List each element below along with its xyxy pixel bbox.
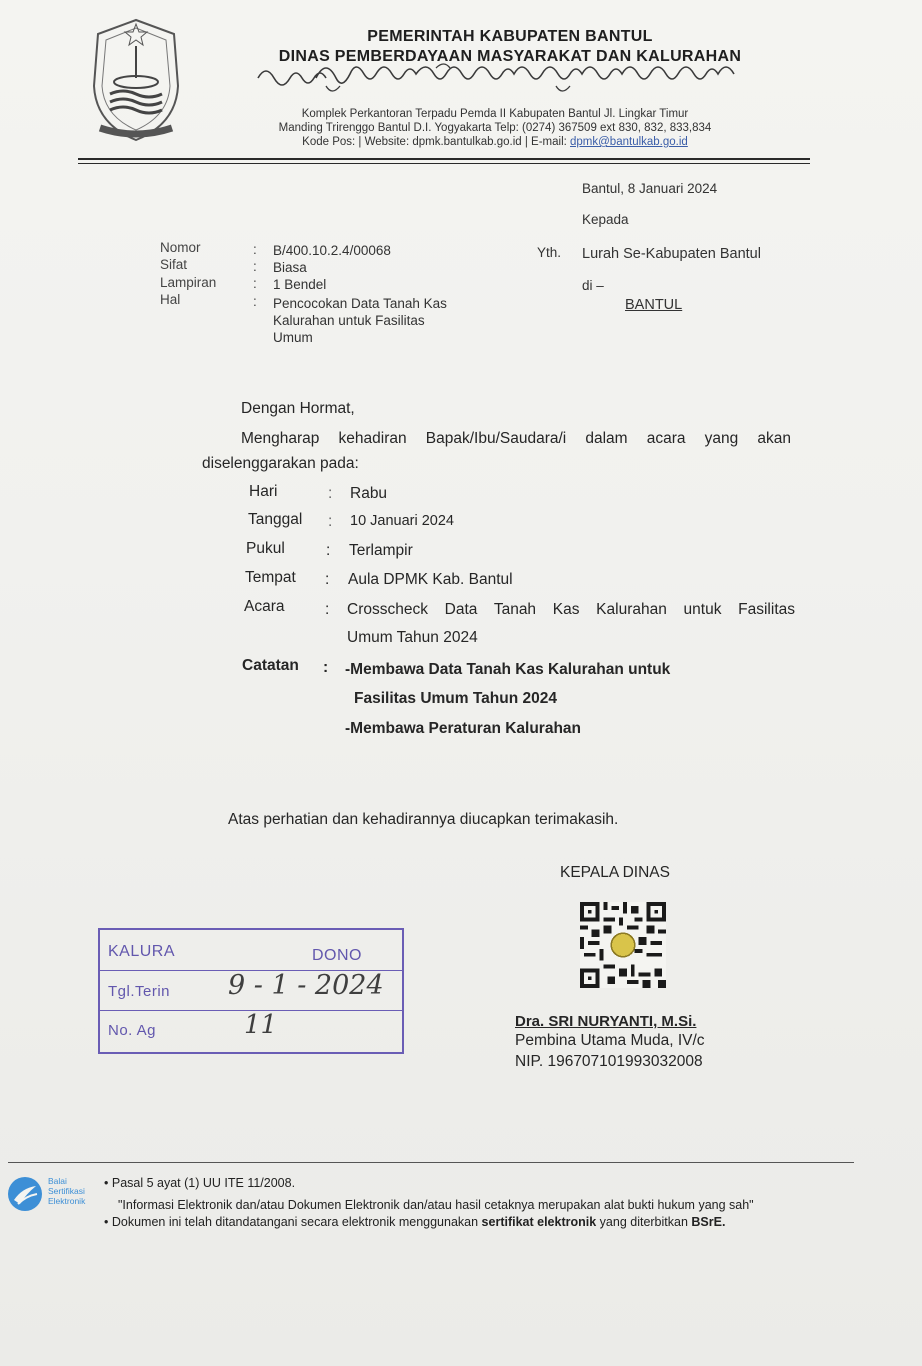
tempat-label: Tempat bbox=[245, 569, 296, 586]
javanese-script-line bbox=[256, 56, 756, 107]
footer-bold-2: BSrE. bbox=[691, 1215, 726, 1229]
qr-code-icon bbox=[579, 902, 667, 988]
email-link[interactable]: dpmk@bantulkab.go.id bbox=[570, 136, 688, 148]
catatan-line-3: -Membawa Peraturan Kalurahan bbox=[345, 720, 582, 737]
footer-text-3: yang diterbitkan bbox=[596, 1215, 692, 1229]
address-line-1: Komplek Perkantoran Terpadu Pemda II Kabupaten Bantul Jl. Lingkar Timur bbox=[301, 108, 689, 120]
sifat-label: Sifat bbox=[160, 257, 188, 272]
acara-value-2: Umum Tahun 2024 bbox=[347, 629, 478, 646]
footer-quote: "Informasi Elektronik dan/atau Dokumen Elektronik dan/atau hasil cetaknya merupakan alat bukti hukum yang sah" bbox=[118, 1198, 754, 1212]
stamp-number-label: No. Ag bbox=[108, 1022, 157, 1039]
footer-bullet-1: • Pasal 5 ayat (1) UU ITE 11/2008. bbox=[104, 1176, 296, 1190]
hal-label: Hal bbox=[160, 292, 181, 307]
footer-bold-1: sertifikat elektronik bbox=[481, 1215, 597, 1229]
nomor-value: B/400.10.2.4/00068 bbox=[273, 243, 391, 258]
catatan-line-1: -Membawa Data Tanah Kas Kalurahan untuk bbox=[345, 661, 671, 678]
address-line-2: Manding Trirenggo Bantul D.I. Yogyakarta Telp: (0274) 367509 ext 830, 832, 833,834 bbox=[278, 122, 712, 134]
colon: : bbox=[253, 259, 257, 274]
intro-line-1: Mengharap kehadiran Bapak/Ibu/Saudara/i dalam acara yang akan bbox=[241, 430, 791, 447]
header-rule-thin bbox=[78, 163, 810, 164]
bsre-logo-icon bbox=[6, 1174, 44, 1214]
regency-crest-icon bbox=[86, 16, 186, 144]
tanggal-value: 10 Januari 2024 bbox=[350, 513, 454, 529]
di-label: di – bbox=[582, 278, 604, 293]
greeting: Dengan Hormat, bbox=[241, 400, 355, 417]
bsre-text-2: Sertifikasi bbox=[48, 1186, 85, 1196]
lampiran-label: Lampiran bbox=[160, 275, 217, 290]
colon: : bbox=[328, 513, 333, 530]
footer-text-2: Dokumen ini telah ditandatangani secara elektronik menggunakan bbox=[111, 1215, 482, 1229]
footer-text-1: Pasal 5 ayat (1) UU ITE 11/2008. bbox=[111, 1176, 296, 1190]
signer-nip: NIP. 196707101993032008 bbox=[515, 1053, 703, 1070]
bsre-text-1: Balai bbox=[48, 1176, 67, 1186]
tanggal-label: Tanggal bbox=[248, 511, 303, 528]
colon: : bbox=[325, 601, 330, 618]
acara-value-1: Crosscheck Data Tanah Kas Kalurahan untuk Fasilitas bbox=[347, 601, 795, 618]
colon: : bbox=[323, 659, 329, 676]
colon: : bbox=[253, 242, 257, 257]
footer-bullet-2: • Dokumen ini telah ditandatangani secara elektronik menggunakan sertifikat elektronik yang diterbitkan BSrE. bbox=[104, 1215, 726, 1229]
government-name: PEMERINTAH KABUPATEN BANTUL bbox=[367, 28, 653, 45]
header-rule-thick bbox=[78, 158, 810, 160]
contact-text: Kode Pos: | Website: dpmk.bantulkab.go.id | E-mail: bbox=[302, 136, 571, 148]
bsre-text-3: Elektronik bbox=[48, 1196, 86, 1206]
handwritten-number: 11 bbox=[244, 1010, 278, 1040]
stamp-office-b: DONO bbox=[312, 947, 362, 964]
intro-line-2: diselenggarakan pada: bbox=[202, 455, 359, 472]
hal-value-2: Kalurahan untuk Fasilitas bbox=[273, 313, 425, 328]
recipient: Lurah Se-Kabupaten Bantul bbox=[582, 246, 761, 262]
pukul-value: Terlampir bbox=[349, 542, 413, 559]
lampiran-value: 1 Bendel bbox=[273, 277, 327, 292]
hari-value: Rabu bbox=[350, 485, 388, 502]
stamp-date-label: Tgl.Terin bbox=[108, 983, 171, 1000]
acara-label: Acara bbox=[244, 598, 285, 615]
pukul-label: Pukul bbox=[246, 540, 285, 557]
office-name: DINAS PEMBERDAYAAN MASYARAKAT DAN KALURAHAN bbox=[278, 48, 742, 65]
handwritten-date: 9 - 1 - 2024 bbox=[228, 970, 384, 1001]
yth-label: Yth. bbox=[537, 245, 562, 260]
address-line-3 bbox=[205, 135, 785, 149]
colon: : bbox=[253, 276, 257, 291]
closing-text: Atas perhatian dan kehadirannya diucapkan terimakasih. bbox=[228, 811, 619, 828]
signer-name: Dra. SRI NURYANTI, M.Si. bbox=[515, 1013, 697, 1030]
hal-value-3: Umum bbox=[273, 330, 313, 345]
colon: : bbox=[253, 294, 257, 309]
stamp-office-a: KALURA bbox=[108, 943, 176, 960]
kepada-label: Kepada bbox=[582, 212, 629, 227]
catatan-line-2: Fasilitas Umum Tahun 2024 bbox=[354, 690, 557, 707]
nomor-label: Nomor bbox=[160, 240, 201, 255]
sign-title: KEPALA DINAS bbox=[560, 864, 670, 881]
colon: : bbox=[326, 542, 331, 559]
signer-rank: Pembina Utama Muda, IV/c bbox=[515, 1032, 705, 1049]
letter-date: Bantul, 8 Januari 2024 bbox=[582, 181, 718, 196]
hari-label: Hari bbox=[249, 483, 278, 500]
tempat-value: Aula DPMK Kab. Bantul bbox=[348, 571, 513, 588]
colon: : bbox=[325, 571, 330, 588]
colon: : bbox=[328, 485, 333, 502]
bsre-logo-text bbox=[48, 1176, 85, 1206]
sifat-value: Biasa bbox=[273, 260, 307, 275]
hal-value-1: Pencocokan Data Tanah Kas bbox=[273, 296, 447, 311]
catatan-label: Catatan bbox=[242, 657, 299, 674]
footer-rule bbox=[8, 1162, 854, 1163]
city: BANTUL bbox=[625, 297, 683, 313]
